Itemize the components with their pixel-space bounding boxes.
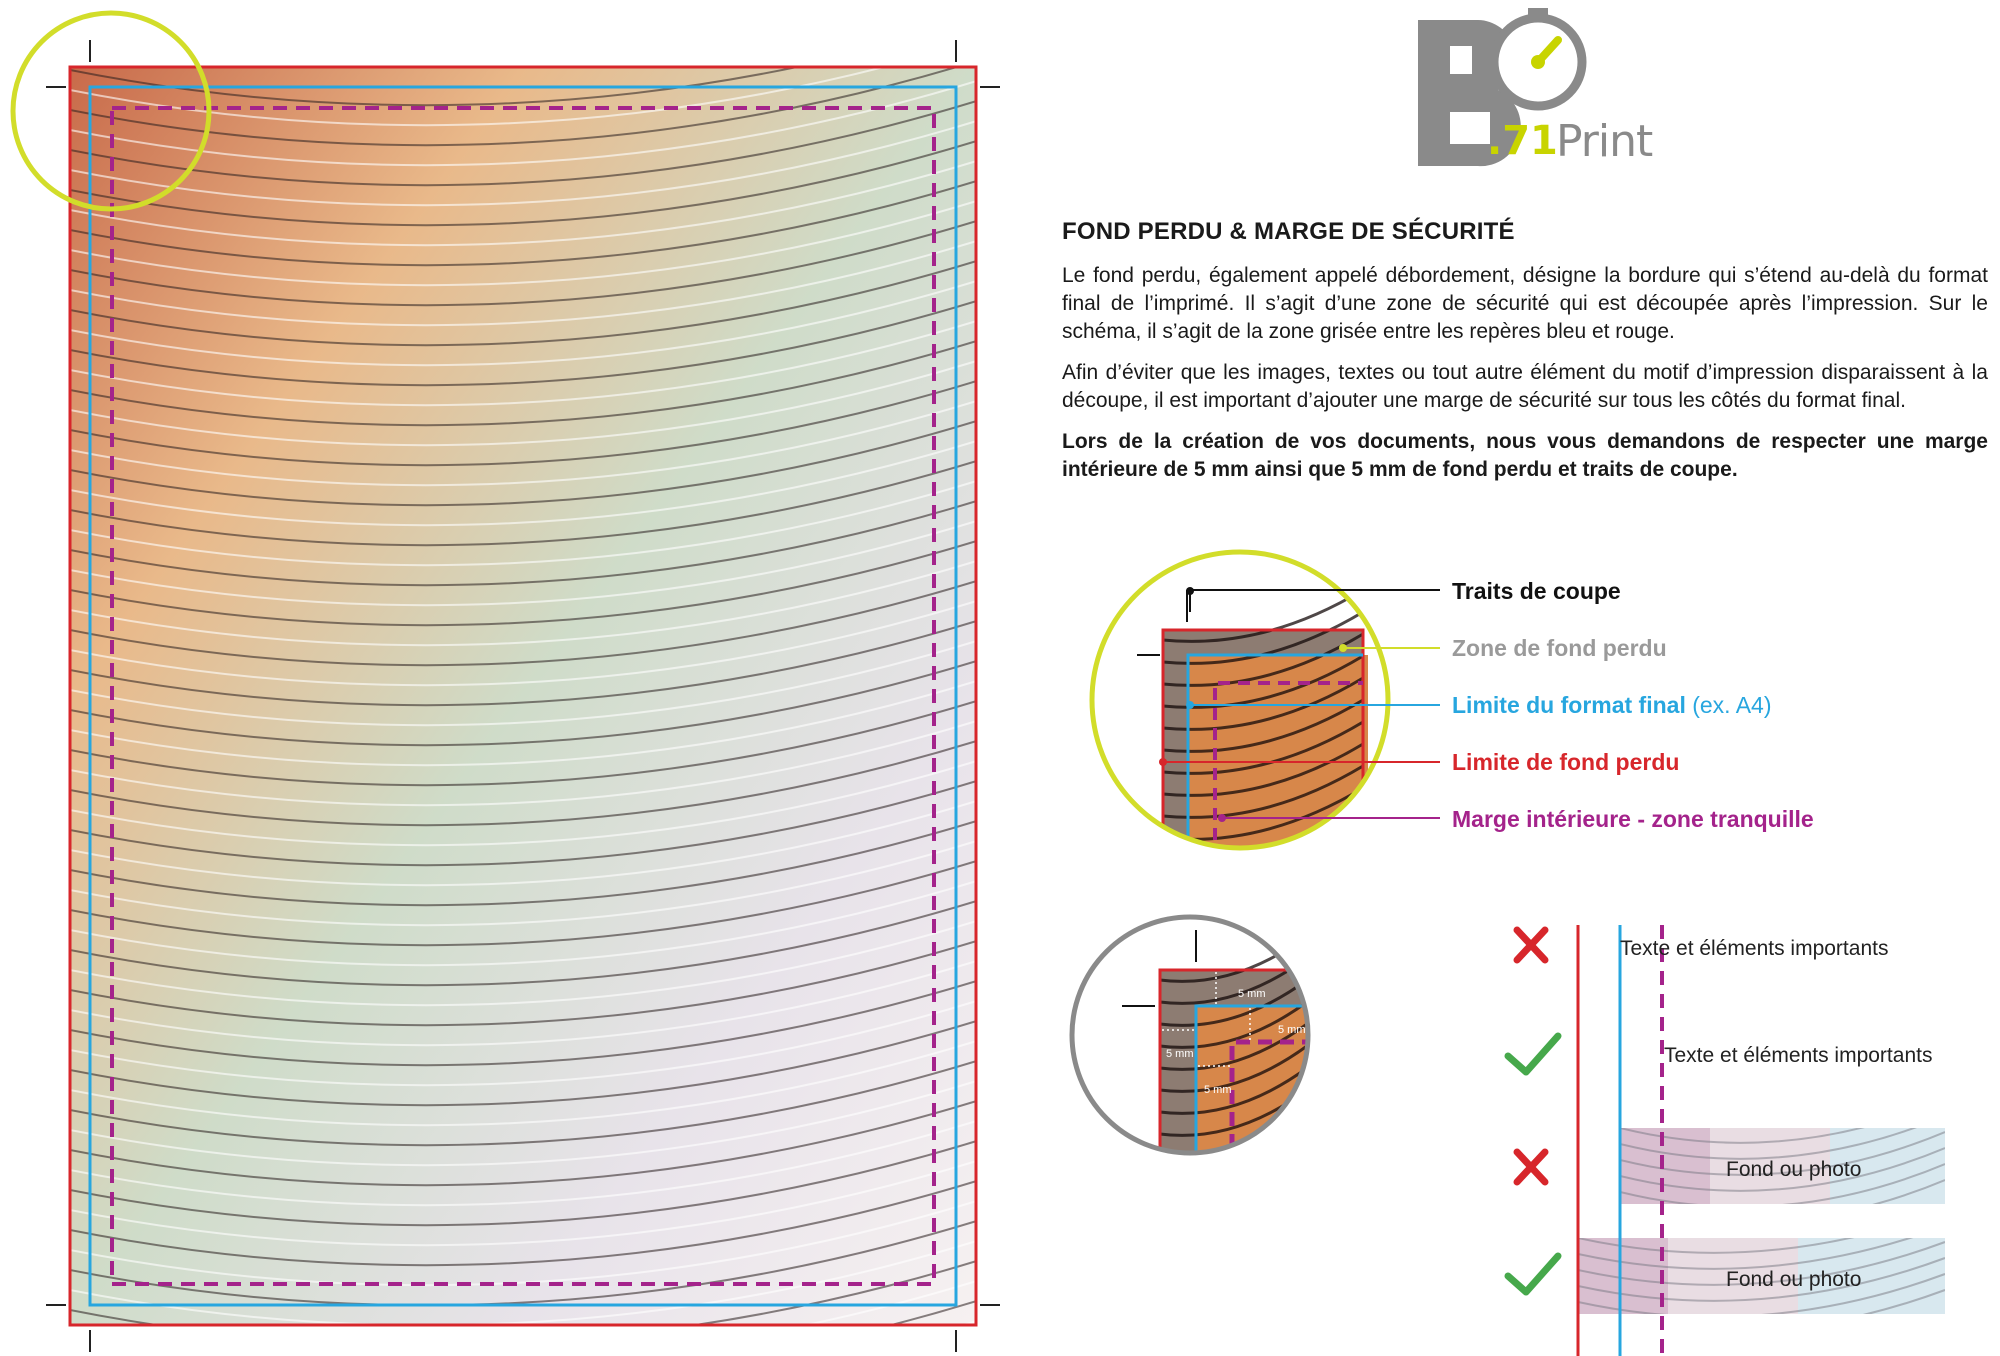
swatch-edge [1160, 1150, 1315, 1201]
example-text-wrong: Texte et éléments importants [1620, 937, 1889, 960]
paragraph-3: Lors de la création de vos documents, nous vous demandons de respecter une marge intérieure de 5 mm ainsi que 5 mm de fond perdu et traits de coupe. [1062, 430, 1988, 481]
legend-zone: Zone de fond perdu [1452, 635, 1667, 661]
zoom-circle-legend [1092, 552, 1440, 883]
swatch-edge [70, 1340, 980, 1356]
swatch-band [1620, 1128, 1710, 1204]
legend-limite-final [1452, 692, 1772, 719]
legend-limite-final-text: Limite du format final [1452, 692, 1686, 718]
zoom-circle-measurements [1072, 917, 1316, 1201]
example-photo-right: Fond ou photo [1726, 1268, 1862, 1291]
cross-icon [1517, 930, 1545, 960]
measure-label-right: 5 mm [1278, 1024, 1306, 1036]
example-photo-wrong: Fond ou photo [1726, 1158, 1862, 1181]
example-text-right: Texte et éléments importants [1664, 1044, 1933, 1067]
measure-label-bottom: 5 mm [1204, 1084, 1232, 1096]
legend-limite-final-suffix: (ex. A4) [1692, 692, 1772, 718]
logo-text: Print [1556, 116, 1653, 167]
explanation-block [1062, 218, 1988, 497]
swatch-photo [70, 20, 980, 1356]
page-title: FOND PERDU & MARGE DE SÉCURITÉ [1062, 218, 1515, 245]
logo-number: .71 [1487, 118, 1558, 164]
paragraph-1: Le fond perdu, également appelé débordement, désigne la bordure qui s’étend au-delà du format final de l’imprimé. Il s’agit d’une zone de sécurité qui est découpée après l’impression. Sur le schéma, il s’agit de la zone grisée entre les repères bleu et rouge. [1062, 264, 1988, 343]
measure-label-top: 5 mm [1238, 988, 1266, 1000]
cross-icon [1517, 1152, 1545, 1182]
legend-marge: Marge intérieure - zone tranquille [1452, 806, 1814, 832]
check-icon [1508, 1256, 1558, 1292]
legend-limite-fond: Limite de fond perdu [1452, 749, 1680, 775]
paragraph-2: Afin d’éviter que les images, textes ou tout autre élément du motif d’impression disparaissent à la découpe, il est important d’ajouter une marge de sécurité sur tous les côtés du format final. [1062, 361, 1988, 412]
measure-label-left: 5 mm [1166, 1048, 1194, 1060]
check-icon [1508, 1036, 1558, 1072]
legend-traits: Traits de coupe [1452, 578, 1621, 604]
